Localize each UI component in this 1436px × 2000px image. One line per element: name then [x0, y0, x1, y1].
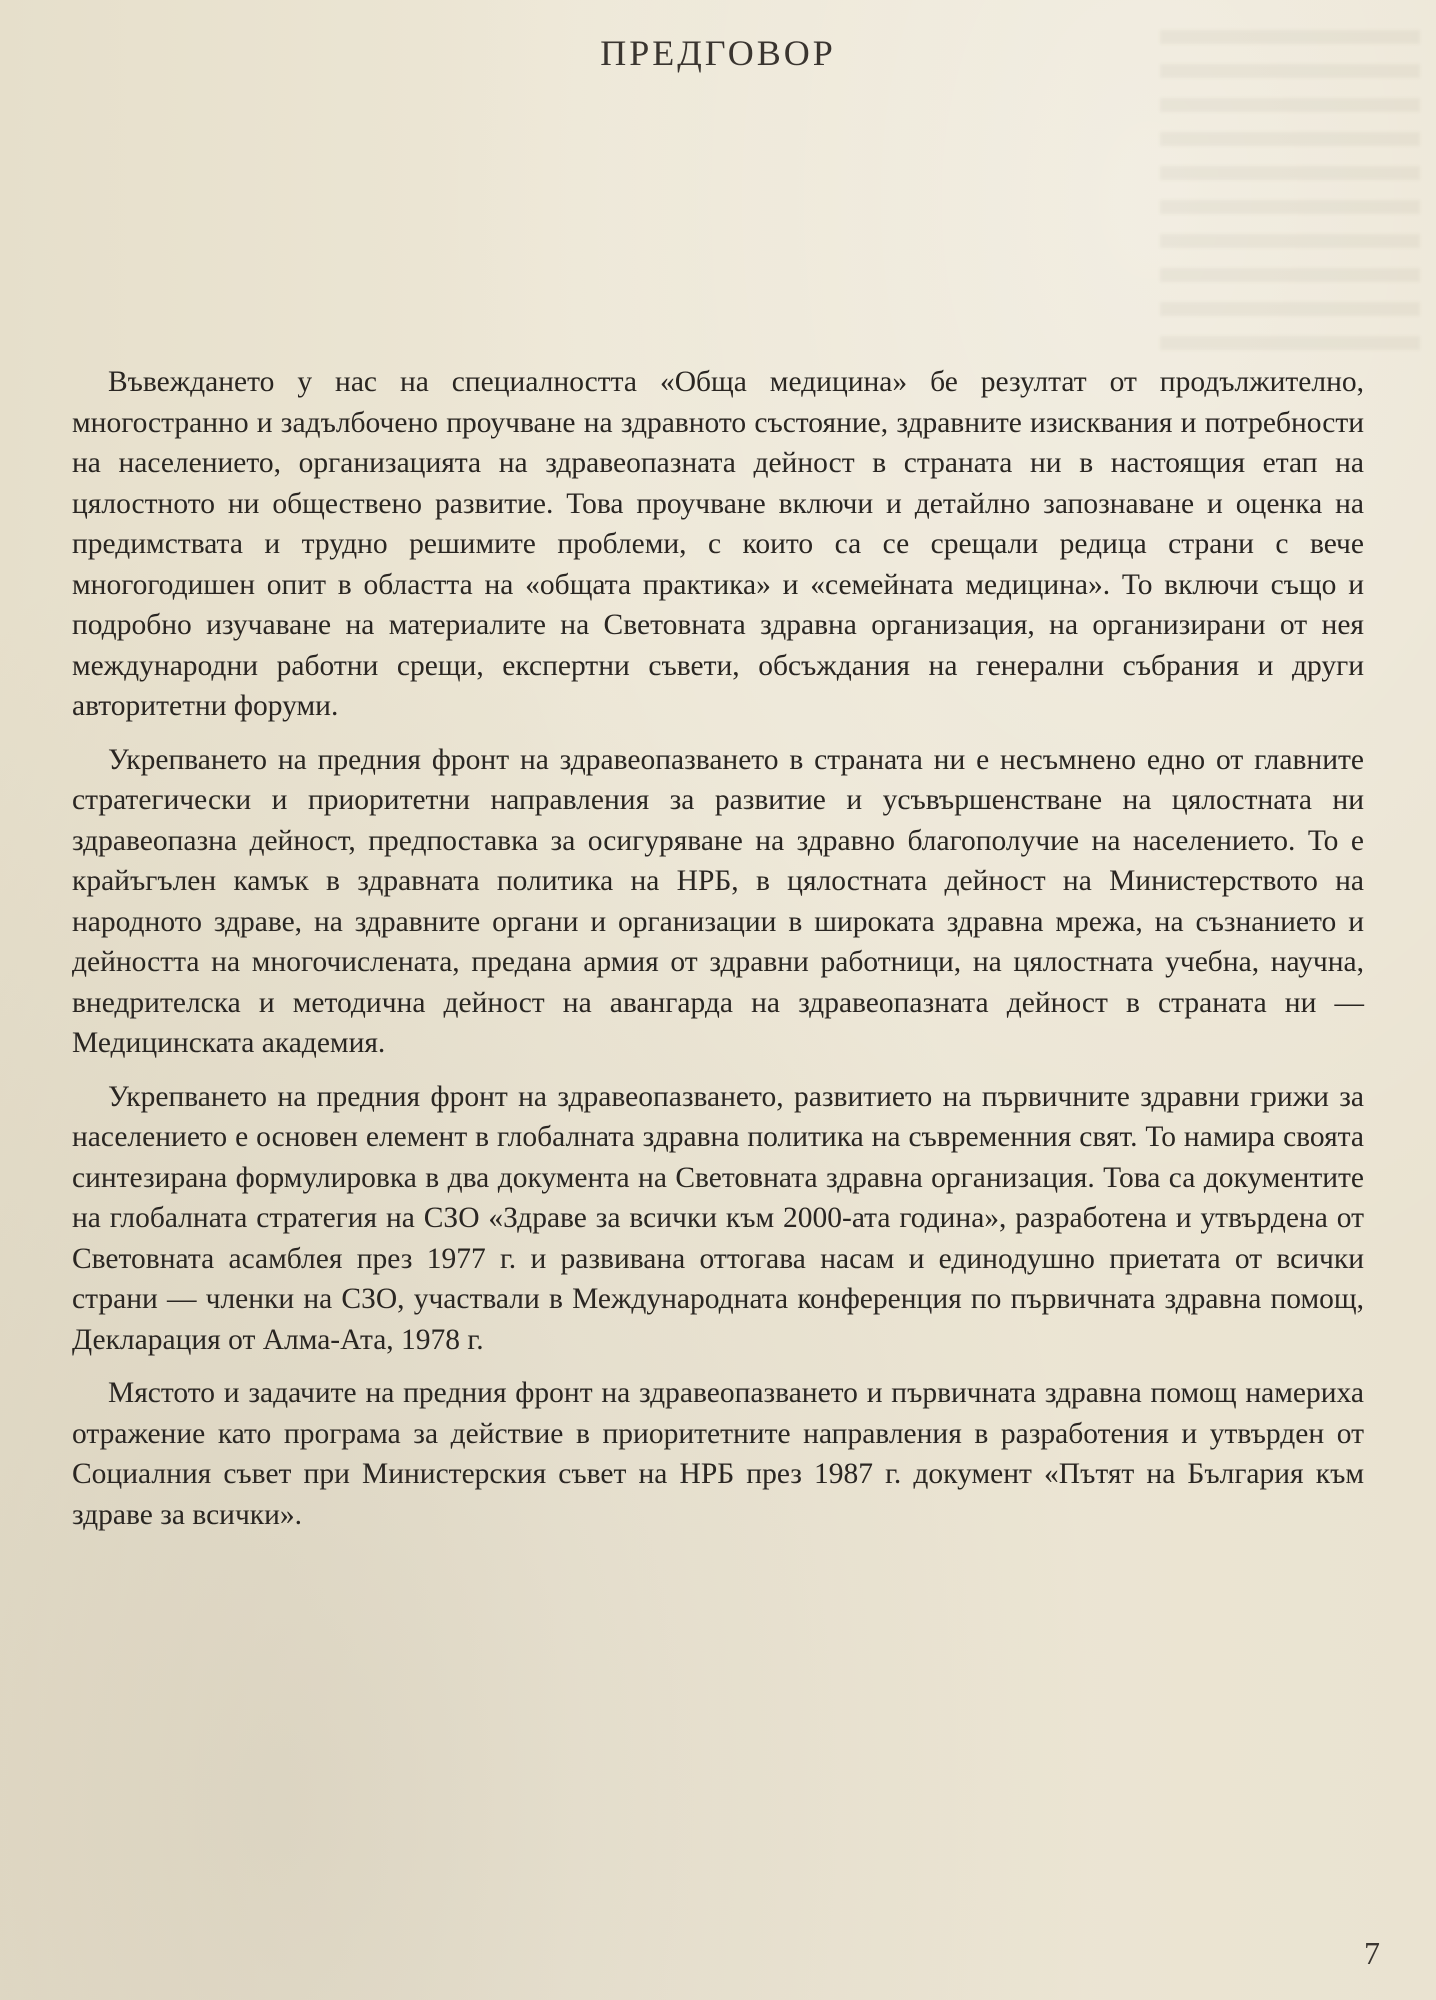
paragraph-2: Укрепването на предния фронт на здравеопазването в страната ни е несъмнено едно от главните стратегически и приоритетни направления за развитие и усъвършенстване на цялостната ни здравеопазна дейност, предпоставка за осигуряване на здравно благополучие на населението. То е крайъгълен камък в здравната политика на НРБ, в цялостната дейност на Министерството на народното здраве, на здравните органи и организации в широката здравна мрежа, на съзнанието и дейността на многочислената, предана армия от здравни работници, на цялостната учебна, научна, внедрителска и методична дейност на авангарда на здравеопазната дейност в страната ни — Медицинската академия.: [72, 743, 1364, 1059]
paragraph-1: Въвеждането у нас на специалността «Обща медицина» бе резултат от продължително, многостранно и задълбочено проучване на здравното състояние, здравните изисквания и потребности на населението, организацията на здравеопазната дейност в страната ни в настоящия етап на цялостното ни обществено развитие. Това проучване включи и детайлно запознаване и оценка на предимствата и трудно решимите проблеми, с които са се срещали редица страни с вече многогодишен опит в областта на «общата практика» и «семейната медицина». То включи също и подробно изучаване на материалите на Световната здравна организация, на организирани от нея международни работни срещи, експертни съвети, обсъждания на генерални събрания и други авторитетни форуми.: [72, 366, 1364, 722]
paragraph-3: Укрепването на предния фронт на здравеопазването, развитието на първичните здравни грижи за населението е основен елемент в глобалната здравна политика на съвременния свят. То намира своята синтезирана формулировка в два документа на Световната здравна организация. Това са документите на глобалната стратегия на СЗО «Здраве за всички към 2000-ата година», разработена и утвърдена от Световната асамблея през 1977 г. и развивана оттогава насам и единодушно приетата от всички страни — членки на СЗО, участвали в Международната конференция по първичната здравна помощ, Декларация от Алма-Ата, 1978 г.: [72, 1080, 1364, 1356]
body-text: [72, 362, 1364, 1548]
page-title: ПРЕДГОВОР: [600, 33, 836, 73]
paragraph-4: Мястото и задачите на предния фронт на здравеопазването и първичната здравна помощ намериха отражение като програма за действие в приоритетните направления в разработения и утвърден от Социалния съвет при Министерския съвет на НРБ през 1987 г. документ «Пътят на България към здраве за всички».: [72, 1377, 1364, 1531]
show-through-text: [1160, 30, 1420, 350]
page-number: 7: [1364, 1935, 1380, 1971]
